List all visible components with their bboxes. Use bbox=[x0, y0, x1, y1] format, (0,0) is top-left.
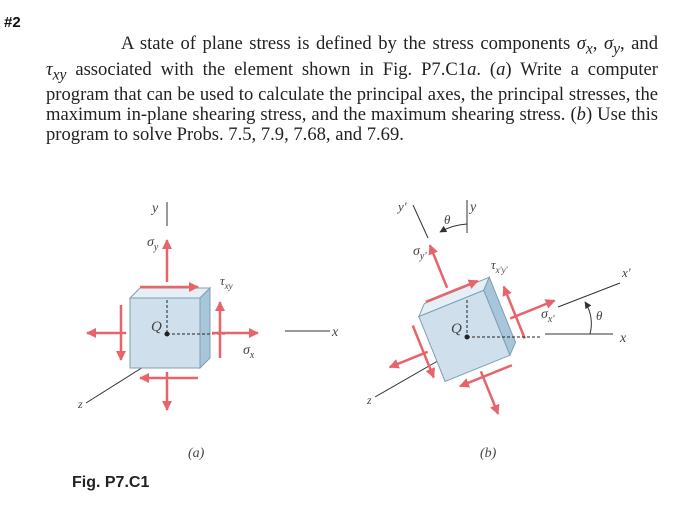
panel-b-y-label: y bbox=[470, 200, 477, 215]
panel-b-sigma-x-prime-left-arrow bbox=[390, 352, 428, 367]
panel-b-cube bbox=[353, 210, 586, 445]
panel-b-sigma-y-prime-top-arrow bbox=[430, 245, 447, 288]
panel-a-y-label: y bbox=[152, 201, 159, 216]
panel-b-sigma-y-prime-label: $\sigma_{y'}$ bbox=[413, 244, 427, 262]
figure-caption: Fig. P7.C1 bbox=[72, 474, 150, 491]
panel-a-origin-label: Q bbox=[151, 319, 162, 335]
panel-b-theta-arc-right bbox=[585, 302, 591, 334]
panel-a-tau-xy-label: $\tau_{xy}$ bbox=[220, 273, 233, 291]
panel-b-origin-label: Q bbox=[451, 321, 462, 337]
panel-b-y-prime-label: y' bbox=[398, 199, 407, 214]
problem-statement: A state of plane stress is defined by the stress components $\sigma_x$, $\sigma_y$, and $\tau_{xy}$ associated with the element shown in Fig. P7.C1a. (a) Write a computer program that can be used to calculate the principal axes, the principal stresses, the maximum in-plane shearing stress, and the maximum shearing stress. (b) Use this program to solve Probs. 7.5, 7.9, 7.68, and 7.69. bbox=[46, 33, 658, 146]
panel-b-theta-label-top: θ bbox=[444, 212, 451, 227]
panel-b-x-prime-label: x' bbox=[622, 265, 631, 280]
panel-a bbox=[77, 201, 339, 461]
panel-b-x-label: x bbox=[620, 331, 627, 346]
panel-b bbox=[353, 199, 631, 461]
panel-b-label: (b) bbox=[480, 446, 497, 461]
panel-a-sigma-x-label: $\sigma_x$ bbox=[243, 343, 255, 361]
panel-a-label: (a) bbox=[188, 446, 205, 461]
problem-number: #2 bbox=[4, 14, 21, 31]
panel-b-theta-label-right: θ bbox=[596, 308, 603, 323]
panel-a-sigma-y-label: $\sigma_y$ bbox=[147, 235, 159, 253]
panel-a-cube-side bbox=[200, 288, 210, 368]
panel-a-origin-dot bbox=[165, 332, 170, 337]
panel-a-cube-top bbox=[130, 288, 210, 298]
panel-a-x-label: x bbox=[332, 325, 339, 340]
panel-b-sigma-x-prime-label: $\sigma_{x'}$ bbox=[541, 307, 555, 325]
panel-b-y-prime-axis bbox=[413, 205, 428, 238]
panel-b-tau-x-prime-y-prime-label: $\tau_{x'y'}$ bbox=[491, 257, 508, 275]
panel-a-z-label: z bbox=[78, 397, 83, 411]
panel-b-origin-dot bbox=[465, 335, 470, 340]
panel-b-x-prime-axis bbox=[558, 283, 620, 307]
panel-b-z-label: z bbox=[367, 393, 372, 407]
